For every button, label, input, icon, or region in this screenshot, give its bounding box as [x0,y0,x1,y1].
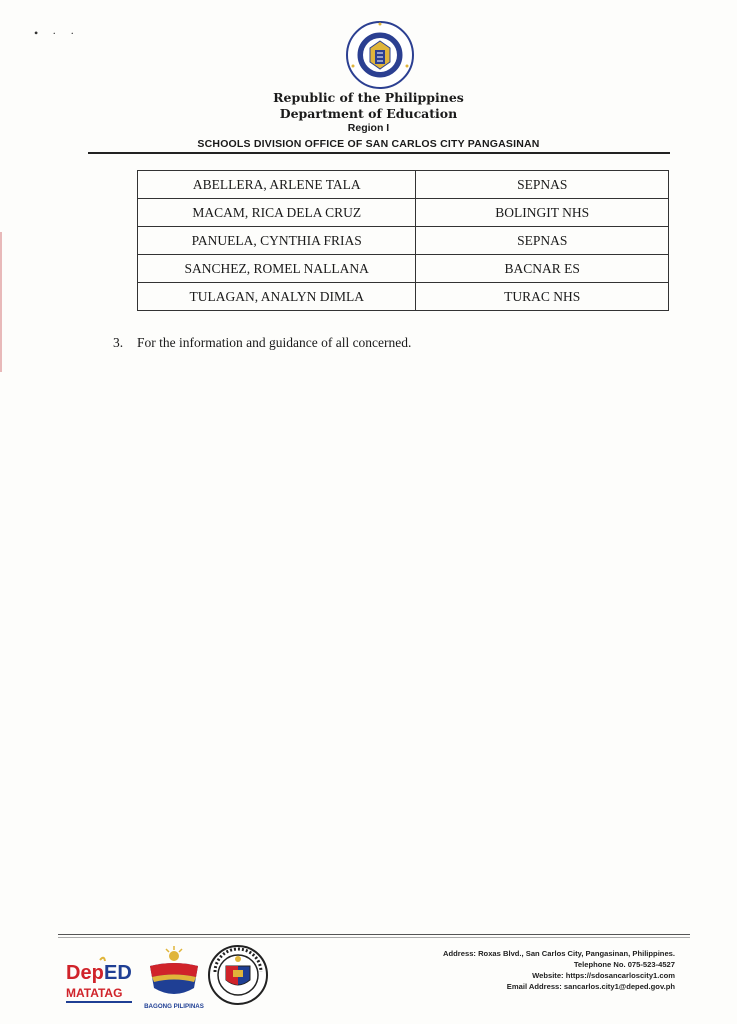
division-heading: SCHOOLS DIVISION OFFICE OF SAN CARLOS CITY PANGASINAN [197,138,540,150]
name-cell: MACAM, RICA DELA CRUZ [138,199,416,227]
email-line: Email Address: sancarlos.city1@deped.gov.ph [506,982,675,991]
footer-divider [58,934,690,935]
school-cell: BACNAR ES [416,255,669,283]
republic-heading: Republic of the Philippines [273,90,464,105]
region-heading: Region I [347,122,390,134]
school-cell: SEPNAS [416,171,669,199]
header-divider [88,152,670,154]
school-cell: SEPNAS [416,227,669,255]
name-cell: ABELLERA, ARLENE TALA [138,171,416,199]
table-row [138,255,669,283]
name-cell: TULAGAN, ANALYN DIMLA [138,283,416,311]
svg-text:ED: ED [104,962,132,984]
bagong-pilipinas-logo [144,946,204,1010]
paragraph-number: 3. [113,335,124,350]
address-line: Address: Roxas Blvd., San Carlos City, Pangasinan, Philippines. [443,949,675,958]
name-cell: PANUELA, CYNTHIA FRIAS [138,227,416,255]
table-row [138,199,669,227]
deped-seal-logo [345,20,415,90]
scan-edge-mark [0,232,2,372]
footer-contact-block [443,948,675,992]
table-row [138,171,669,199]
svg-text:MATATAG: MATATAG [66,986,123,1000]
school-cell: TURAC NHS [416,283,669,311]
svg-text:BAGONG PILIPINAS: BAGONG PILIPINAS [144,1003,204,1010]
personnel-table [137,170,669,311]
scan-specks: •·· [34,26,89,40]
sdo-seal-logo [207,944,269,1006]
name-cell: SANCHEZ, ROMEL NALLANA [138,255,416,283]
telephone-line: Telephone No. 075-523-4527 [573,960,675,969]
deped-matatag-logo [64,955,136,1007]
svg-text:Dep: Dep [66,962,104,984]
website-line: Website: https://sdosancarloscity1.com [532,971,675,980]
footer-divider-secondary [58,937,690,938]
table-row [138,227,669,255]
department-heading: Department of Education [279,106,458,121]
table-row [138,283,669,311]
closing-paragraph [113,335,411,351]
paragraph-text: For the information and guidance of all concerned. [137,335,412,350]
school-cell: BOLINGIT NHS [416,199,669,227]
